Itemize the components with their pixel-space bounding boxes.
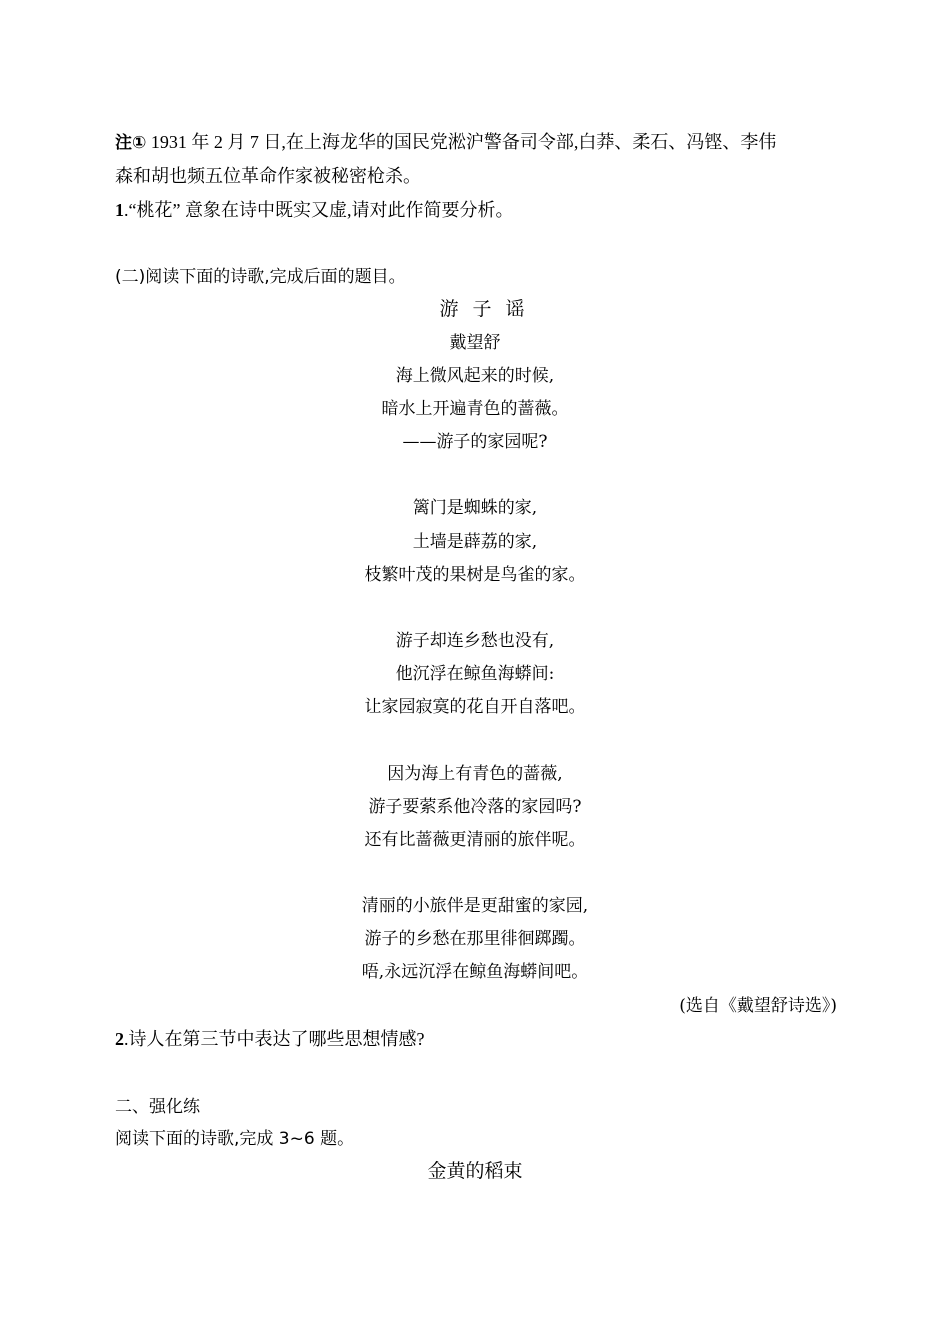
question-1-text: .“桃花” 意象在诗中既实又虚,请对此作简要分析。	[124, 200, 514, 220]
footnote-marker: 注①	[115, 133, 147, 153]
poem-line: 游子要萦系他冷落的家园吗?	[368, 797, 582, 817]
question-2-number: 2	[115, 1029, 124, 1049]
poem-line: 游子的乡愁在那里徘徊踯躅。	[364, 929, 586, 949]
poem-author: 戴望舒	[449, 333, 501, 353]
poem-line: 暗水上开遍青色的蔷薇。	[381, 399, 569, 419]
footnote-text-1: 1931 年 2 月 7 日,在上海龙华的国民党淞沪警备司令部,白莽、柔石、冯铿、李伟	[146, 132, 777, 152]
second-poem-title: 金黄的稻束	[427, 1160, 523, 1182]
poem-line: 游子却连乡愁也没有,	[395, 631, 555, 651]
section-2-instruction: (二)阅读下面的诗歌,完成后面的题目。	[115, 267, 406, 287]
poem-line: 他沉浮在鲸鱼海蟒间:	[395, 664, 555, 684]
poem-title: 游子谣	[439, 298, 539, 320]
poem-line: ——游子的家园呢?	[402, 432, 548, 452]
footnote-line-2: 森和胡也频五位革命作家被秘密枪杀。	[115, 166, 421, 186]
question-1-number: 1	[115, 200, 124, 220]
poem-line: 海上微风起来的时候,	[395, 366, 555, 386]
poem-line: 篱门是蜘蛛的家,	[412, 498, 538, 518]
poem-line: 还有比蔷薇更清丽的旅伴呢。	[364, 830, 586, 850]
poem-line: 枝繁叶茂的果树是鸟雀的家。	[364, 565, 586, 585]
question-2-text: .诗人在第三节中表达了哪些思想情感?	[124, 1029, 425, 1049]
poem-line: 清丽的小旅伴是更甜蜜的家园,	[361, 896, 589, 916]
part-2-heading: 二、强化练	[115, 1097, 200, 1117]
poem-line: 让家园寂寞的花自开自落吧。	[364, 697, 586, 717]
poem-source: (选自《戴望舒诗选》)	[679, 996, 837, 1016]
poem-line: 土墙是薜荔的家,	[412, 532, 538, 552]
poem-line: 因为海上有青色的蔷薇,	[387, 764, 563, 784]
question-1	[115, 198, 513, 222]
part-2-instruction: 阅读下面的诗歌,完成 3~6 题。	[115, 1129, 355, 1149]
poem-line: 唔,永远沉浮在鲸鱼海蟒间吧。	[361, 962, 589, 982]
footnote-line-1	[115, 130, 776, 155]
question-2	[115, 1027, 425, 1051]
